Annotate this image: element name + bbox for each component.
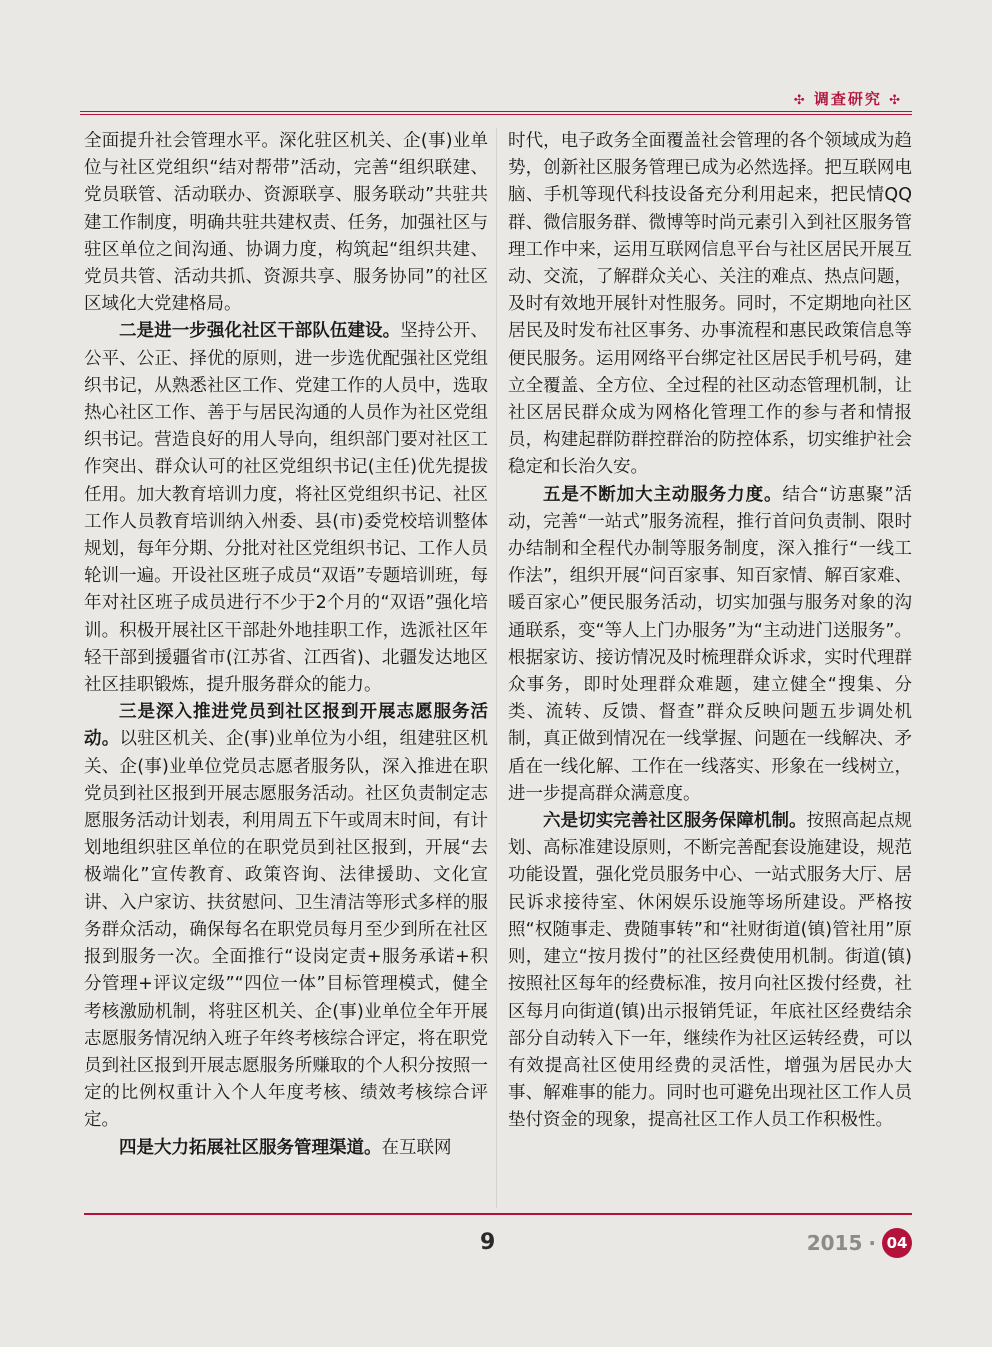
- footer-rule: [84, 1213, 912, 1215]
- paragraph: [84, 318, 488, 699]
- issue-separator: ·: [868, 1231, 876, 1255]
- issue-number-badge: 04: [882, 1228, 912, 1258]
- paragraph-text: 时代，电子政务全面覆盖社会管理的各个领域成为趋势，创新社区服务管理已成为必然选择。把互联网电脑、手机等现代科技设备充分利用起来，把民情QQ群、微信服务群、微博等时尚元素引入到社区服务管理工作中来，运用互联网信息平台与社区居民开展互动、交流，了解群众关心、关注的难点、热点问题，及时有效地开展针对性服务。同时，不定期地向社区居民及时发布社区事务、办事流程和惠民政策信息等便民服务。运用网络平台绑定社区居民手机号码，建立全覆盖、全方位、全过程的社区动态管理机制，让社区居民群众成为网格化管理工作的参与者和情报员，构建起群防群控群治的防控体系，切实维护社会稳定和长治久安。: [508, 131, 912, 478]
- paragraph-text: 全面提升社会管理水平。深化驻区机关、企(事)业单位与社区党组织“结对帮带”活动，完善“组织联建、党员联管、活动联办、资源联享、服务联动”共驻共建工作制度，明确共驻共建权责、任务，加强社区与驻区单位之间沟通、协调力度，构筑起“组织共建、党员共管、活动共抓、资源共享、服务协同”的社区区域化大党建格局。: [84, 131, 488, 315]
- paragraph-lead: 六是切实完善社区服务保障机制。: [543, 811, 807, 832]
- flower-ornament-icon: ✣: [889, 93, 902, 108]
- page-header: [0, 0, 992, 130]
- paragraph-lead: 二是进一步强化社区干部队伍建设。: [119, 321, 401, 342]
- paragraph-text: 在互联网: [381, 1137, 452, 1158]
- issue-year: 2015: [806, 1231, 863, 1255]
- header-rule-bottom: [80, 114, 912, 115]
- paragraph-text: 以驻区机关、企(事)业单位为小组，组建驻区机关、企(事)业单位党员志愿者服务队，深入推进在职党员到社区报到开展志愿服务活动。社区负责制定志愿服务活动计划表，利用周五下午或周末时间，有计划地组织驻区单位的在职党员到社区报到，开展“去极端化”宣传教育、政策咨询、法律援助、文化宣讲、入户家访、扶贫慰问、卫生清洁等形式多样的服务群众活动，确保每名在职党员每月至少到所在社区报到服务一次。全面推行“设岗定责+服务承诺+积分管理+评议定级”“四位一体”目标管理模式，健全考核激励机制，将驻区机关、企(事)业单位全年开展志愿服务情况纳入班子年终考核综合评定，将在职党员到社区报到开展志愿服务所赚取的个人积分按照一定的比例权重计入个人年度考核、绩效考核综合评定。: [84, 729, 489, 1131]
- paragraph: [508, 808, 912, 1134]
- section-title: 调查研究: [813, 90, 882, 108]
- paragraph-text: 按照高起点规划、高标准建设原则，不断完善配套设施建设，规范功能设置，强化党员服务中心、一站式服务大厅、居民诉求接待室、休闲娱乐设施等场所建设。严格按照“权随事走、费随事转”和“社财街道(镇)管社用”原则，建立“按月拨付”的社区经费使用机制。街道(镇)按照社区每年的经费标准，按月向社区拨付经费，社区每月向街道(镇)出示报销凭证，年底社区经费结余部分自动转入下一年，继续作为社区运转经费，可以有效提高社区使用经费的灵活性，增强为居民办大事、解难事的能力。同时也可避免出现社区工作人员垫付资金的现象，提高社区工作人员工作积极性。: [508, 811, 912, 1131]
- flower-ornament-icon: ✣: [793, 93, 807, 108]
- right-column: [508, 128, 912, 1135]
- left-column: [84, 128, 488, 1162]
- issue-label: [807, 1228, 912, 1258]
- paragraph: [84, 699, 488, 1134]
- paragraph: [508, 482, 912, 808]
- paragraph-lead: 四是大力拓展社区服务管理渠道。: [119, 1137, 382, 1158]
- paragraph: [84, 128, 488, 318]
- section-tag: [794, 88, 902, 109]
- paragraph-text: 结合“访惠聚”活动，完善“一站式”服务流程，推行首问负责制、限时办结制和全程代办制等服务制度，深入推行“一线工作法”，组织开展“问百家事、知百家情、解百家难、暖百家心”便民服务活动，切实加强与服务对象的沟通联系，变“等人上门办服务”为“主动进门送服务”。根据家访、接访情况及时梳理群众诉求，实时代理群众事务，即时处理群众难题，建立健全“搜集、分类、流转、反馈、督查”群众反映问题五步调处机制，真正做到情况在一线掌握、问题在一线解决、矛盾在一线化解、工作在一线落实、形象在一线树立，进一步提高群众满意度。: [508, 484, 912, 804]
- paragraph-lead: 三是深入推进党员到社区报到开展志愿服务活动。: [84, 702, 488, 750]
- paragraph-lead: 五是不断加大主动服务力度。: [543, 484, 783, 505]
- paragraph: [508, 128, 912, 482]
- paragraph: [84, 1135, 488, 1162]
- paragraph-text: 坚持公开、公平、公正、择优的原则，进一步选优配强社区党组织书记，从熟悉社区工作、党建工作的人员中，选取热心社区工作、善于与居民沟通的人员作为社区党组织书记。营造良好的用人导向，组织部门要对社区工作突出、群众认可的社区党组织书记(主任)优先提拔任用。加大教育培训力度，将社区党组织书记、社区工作人员教育培训纳入州委、县(市)委党校培训整体规划，每年分期、分批对社区党组织书记、工作人员轮训一遍。开设社区班子成员“双语”专题培训班，每年对社区班子成员进行不少于2个月的“双语”强化培训。积极开展社区干部赴外地挂职工作，选派社区年轻干部到援疆省市(江苏省、江西省)、北疆发达地区社区挂职锻炼，提升服务群众的能力。: [84, 321, 489, 696]
- column-divider: [496, 128, 497, 1208]
- page-number: 9: [480, 1230, 496, 1255]
- header-rule-top: [80, 111, 912, 112]
